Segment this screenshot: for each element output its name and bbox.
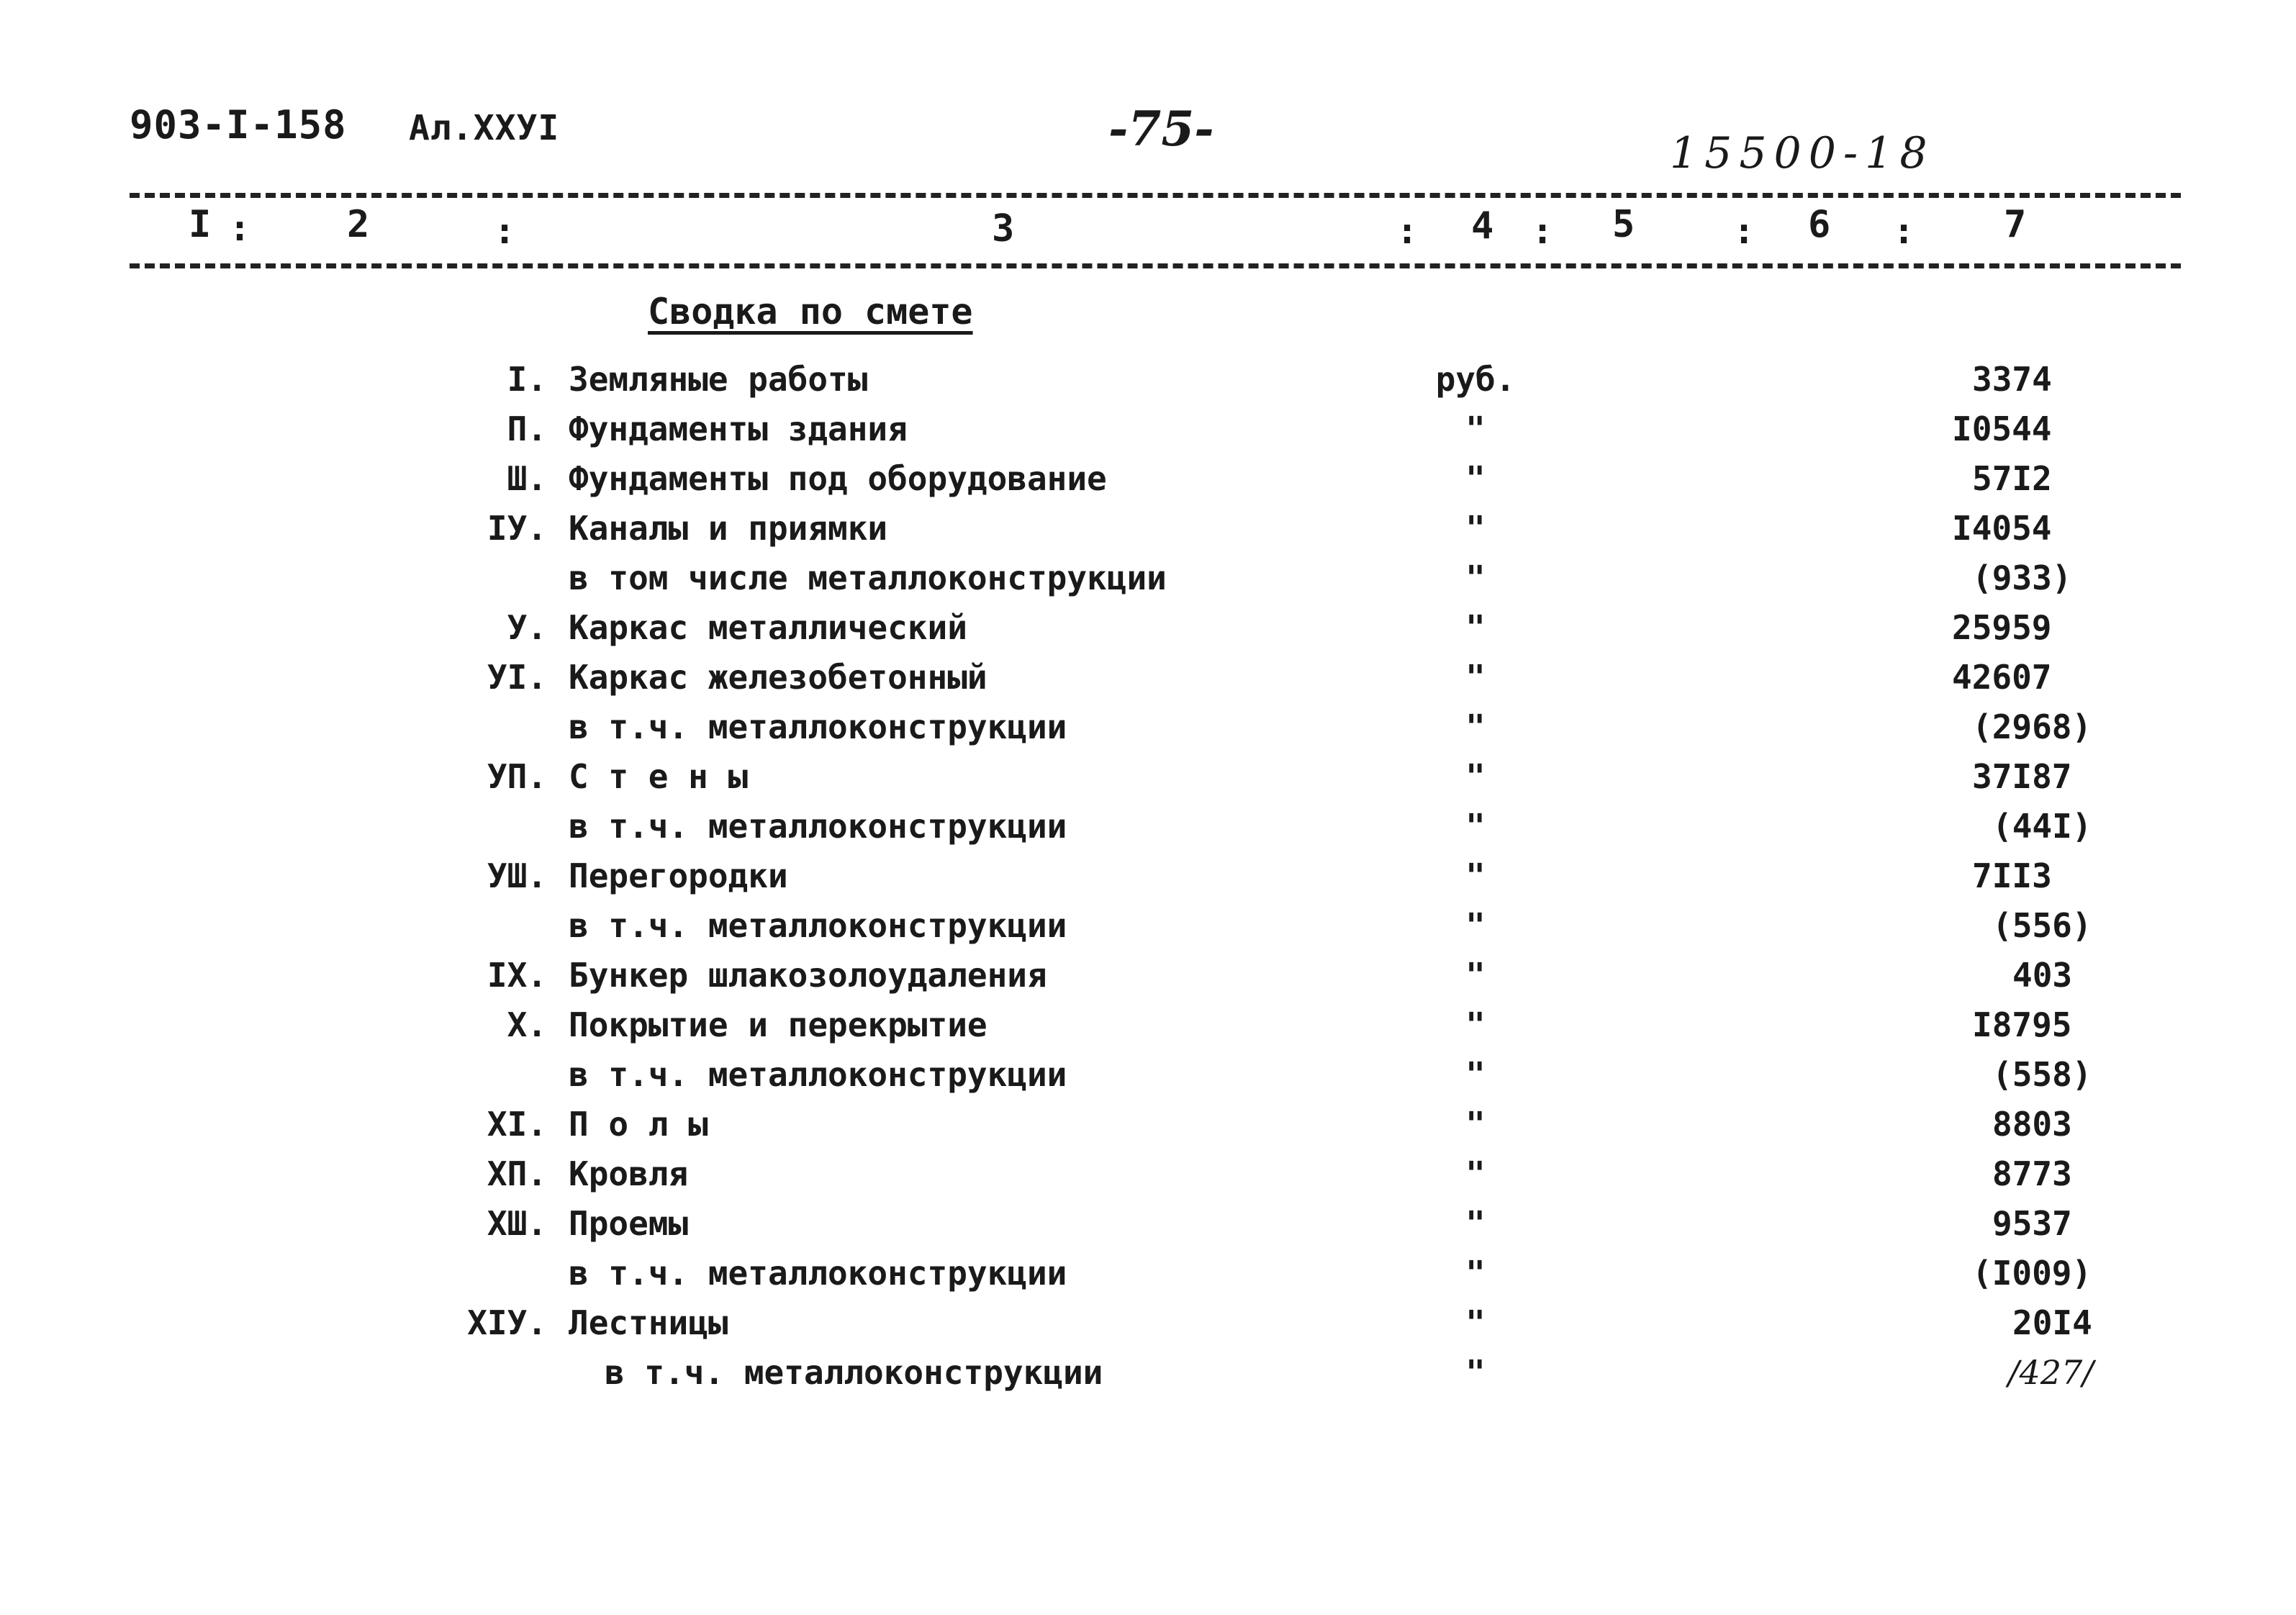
row-roman-numeral: IУ. bbox=[487, 509, 547, 548]
row-unit: " bbox=[1465, 608, 1486, 647]
row-unit: " bbox=[1465, 658, 1486, 697]
row-unit: " bbox=[1465, 956, 1486, 995]
row-name: Лестницы bbox=[569, 1303, 728, 1342]
row-name: Фундаменты здания bbox=[569, 410, 908, 448]
row-value: 7II3 bbox=[1972, 856, 2052, 895]
row-unit: " bbox=[1465, 757, 1486, 796]
row-roman-numeral: УI. bbox=[487, 658, 547, 697]
row-name: Перегородки bbox=[569, 856, 788, 895]
row-roman-numeral: УШ. bbox=[487, 856, 547, 895]
table-row bbox=[0, 1254, 2296, 1303]
row-unit: руб. bbox=[1435, 360, 1516, 399]
row-unit: " bbox=[1465, 1154, 1486, 1193]
row-name: П о л ы bbox=[569, 1105, 708, 1144]
row-name: Каркас железобетонный bbox=[569, 658, 987, 697]
table-row bbox=[0, 757, 2296, 806]
row-value: (44I) bbox=[1992, 807, 2092, 846]
row-unit: " bbox=[1465, 1105, 1486, 1144]
table-row bbox=[0, 558, 2296, 607]
row-name: С т е н ы bbox=[569, 757, 749, 796]
table-row bbox=[0, 608, 2296, 657]
page-number: -75- bbox=[1108, 101, 1214, 157]
row-value: 9537 bbox=[1992, 1204, 2072, 1243]
table-row bbox=[0, 360, 2296, 409]
summary-title: Сводка по смете bbox=[648, 291, 973, 332]
row-roman-numeral: IX. bbox=[487, 956, 547, 995]
row-unit: " bbox=[1465, 707, 1486, 746]
row-name: Каналы и приямки bbox=[569, 509, 888, 548]
row-unit: " bbox=[1465, 509, 1486, 548]
table-row bbox=[0, 658, 2296, 707]
row-value: 403 bbox=[2012, 956, 2073, 995]
column-number: I bbox=[189, 203, 212, 246]
row-name: Каркас металлический bbox=[569, 608, 967, 647]
column-number: 7 bbox=[2004, 203, 2027, 246]
table-row bbox=[0, 707, 2296, 756]
column-separator: : bbox=[494, 210, 516, 252]
row-unit: " bbox=[1465, 410, 1486, 448]
row-value: 8803 bbox=[1992, 1105, 2072, 1144]
row-roman-numeral: Ш. bbox=[507, 459, 547, 498]
handwritten-stamp: 15500-18 bbox=[1670, 128, 1935, 178]
row-value: (2968) bbox=[1972, 707, 2092, 746]
row-unit: " bbox=[1465, 807, 1486, 846]
row-name: в т.ч. металлоконструкции bbox=[569, 906, 1067, 945]
row-roman-numeral: XШ. bbox=[487, 1204, 547, 1243]
row-unit: " bbox=[1465, 856, 1486, 895]
table-row bbox=[0, 956, 2296, 1005]
row-value: I8795 bbox=[1972, 1005, 2072, 1044]
column-separator: : bbox=[1396, 210, 1419, 252]
row-name: в т.ч. металлоконструкции bbox=[569, 1055, 1067, 1094]
table-row bbox=[0, 410, 2296, 458]
row-unit: " bbox=[1465, 459, 1486, 498]
table-row bbox=[0, 1204, 2296, 1253]
column-separator: : bbox=[1893, 210, 1915, 252]
row-unit: " bbox=[1465, 558, 1486, 597]
row-roman-numeral: XIУ. bbox=[467, 1303, 547, 1342]
row-roman-numeral: I. bbox=[507, 360, 547, 399]
table-row bbox=[0, 1005, 2296, 1054]
row-value: 20I4 bbox=[2012, 1303, 2092, 1342]
table-row bbox=[0, 906, 2296, 955]
row-unit: " bbox=[1465, 1353, 1486, 1392]
row-value: (933) bbox=[1972, 558, 2072, 597]
row-roman-numeral: XI. bbox=[487, 1105, 547, 1144]
column-number: 6 bbox=[1808, 203, 1831, 246]
row-value: I0544 bbox=[1952, 410, 2052, 448]
column-number: 4 bbox=[1471, 204, 1494, 248]
table-row bbox=[0, 807, 2296, 856]
row-value: 37I87 bbox=[1972, 757, 2072, 796]
row-value: /427/ bbox=[2008, 1353, 2094, 1392]
row-value: (I009) bbox=[1972, 1254, 2092, 1293]
row-roman-numeral: УП. bbox=[487, 757, 547, 796]
row-value: 3374 bbox=[1972, 360, 2052, 399]
row-unit: " bbox=[1465, 1055, 1486, 1094]
column-separator: : bbox=[1733, 210, 1755, 252]
document-code: 903-I-158 bbox=[130, 102, 347, 148]
row-unit: " bbox=[1465, 1303, 1486, 1342]
column-separator: : bbox=[1532, 210, 1554, 252]
table-row bbox=[0, 459, 2296, 508]
row-name: в т.ч. металлоконструкции bbox=[569, 707, 1067, 746]
row-unit: " bbox=[1465, 1204, 1486, 1243]
row-roman-numeral: X. bbox=[507, 1005, 547, 1044]
row-value: 42607 bbox=[1952, 658, 2052, 697]
table-row bbox=[0, 1105, 2296, 1154]
column-separator: : bbox=[229, 207, 251, 249]
row-value: 57I2 bbox=[1972, 459, 2052, 498]
header-rule-bottom bbox=[130, 263, 2181, 268]
column-number: 5 bbox=[1612, 203, 1635, 246]
column-number: 3 bbox=[992, 207, 1015, 250]
row-name: в т.ч. металлоконструкции bbox=[569, 807, 1067, 846]
row-value: I4054 bbox=[1952, 509, 2052, 548]
row-value: (558) bbox=[1992, 1055, 2092, 1094]
header-rule-top bbox=[130, 193, 2181, 198]
table-row bbox=[0, 509, 2296, 558]
row-name: Фундаменты под оборудование bbox=[569, 459, 1107, 498]
row-name: в т.ч. металлоконструкции bbox=[605, 1353, 1103, 1392]
row-name: в т.ч. металлоконструкции bbox=[569, 1254, 1067, 1293]
row-roman-numeral: XП. bbox=[487, 1154, 547, 1193]
row-unit: " bbox=[1465, 1005, 1486, 1044]
row-name: Земляные работы bbox=[569, 360, 868, 399]
row-roman-numeral: П. bbox=[507, 410, 547, 448]
album-number: Ал.XXУI bbox=[409, 108, 560, 148]
table-row bbox=[0, 856, 2296, 905]
row-name: в том числе металлоконструкции bbox=[569, 558, 1167, 597]
table-row bbox=[0, 1353, 2296, 1402]
row-unit: " bbox=[1465, 1254, 1486, 1293]
row-name: Проемы bbox=[569, 1204, 689, 1243]
table-row bbox=[0, 1303, 2296, 1352]
row-name: Покрытие и перекрытие bbox=[569, 1005, 987, 1044]
column-number: 2 bbox=[347, 203, 370, 246]
row-unit: " bbox=[1465, 906, 1486, 945]
row-value: (556) bbox=[1992, 906, 2092, 945]
table-row bbox=[0, 1154, 2296, 1203]
row-value: 8773 bbox=[1992, 1154, 2072, 1193]
row-value: 25959 bbox=[1952, 608, 2052, 647]
row-name: Бункер шлакозолоудаления bbox=[569, 956, 1047, 995]
table-row bbox=[0, 1055, 2296, 1104]
row-roman-numeral: У. bbox=[507, 608, 547, 647]
row-name: Кровля bbox=[569, 1154, 689, 1193]
